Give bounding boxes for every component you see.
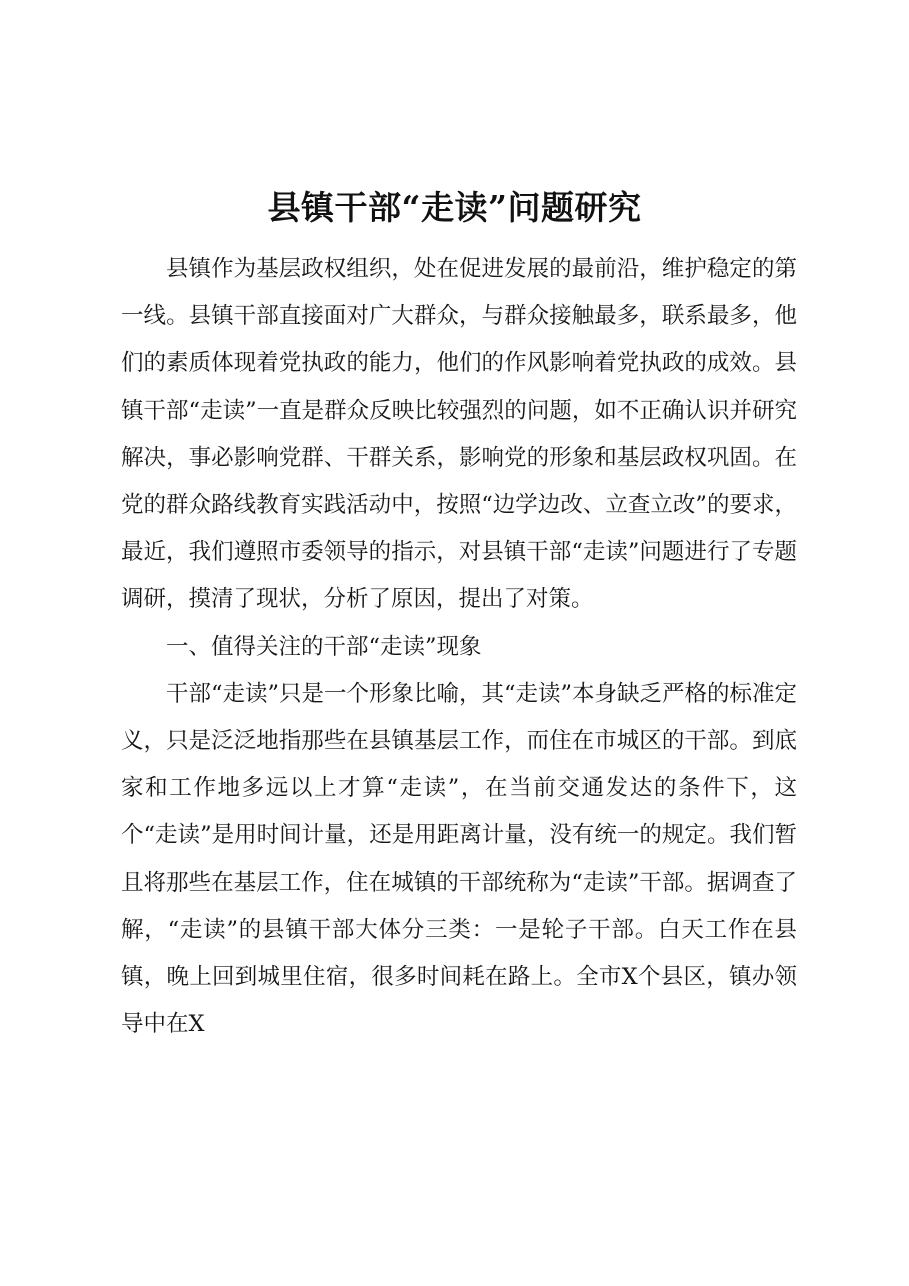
document-title: 县镇干部“走读”问题研究 xyxy=(267,188,642,228)
paragraph-section-1: 干部“走读”只是一个形象比喻，其“走读”本身缺乏严格的标准定义，只是泛泛地指那些在县镇基层工作，而住在市城区的干部。到底家和工作地多远以上才算“走读”，在当前交通发达的条件下，这个“走读”是用时间计量，还是用距离计量，没有统一的规定。我们暂且将那些在基层工作，住在城镇的干部统称为“走读”干部。据调查了解，“走读”的县镇干部大体分三类：一是轮子干部。白天工作在县镇，晚上回到城里住宿，很多时间耗在路上。全市X个县区，镇办领导中在X xyxy=(121,680,798,1038)
document-body xyxy=(121,246,797,1048)
paragraph-intro: 县镇作为基层政权组织，处在促进发展的最前沿，维护稳定的第一线。县镇干部直接面对广大群众，与群众接触最多，联系最多，他们的素质体现着党执政的能力，他们的作风影响着党执政的成效。县镇干部“走读”一直是群众反映比较强烈的问题，如不正确认识并研究解决，事必影响党群、干群关系，影响党的形象和基层政权巩固。在党的群众路线教育实践活动中，按照“边学边改、立查立改”的要求，最近，我们遵照市委领导的指示，对县镇干部“走读”问题进行了专题调研，摸清了现状，分析了原因，提出了对策。 xyxy=(121,256,797,613)
section-heading-1: 一、值得关注的干部“走读”现象 xyxy=(166,633,482,660)
